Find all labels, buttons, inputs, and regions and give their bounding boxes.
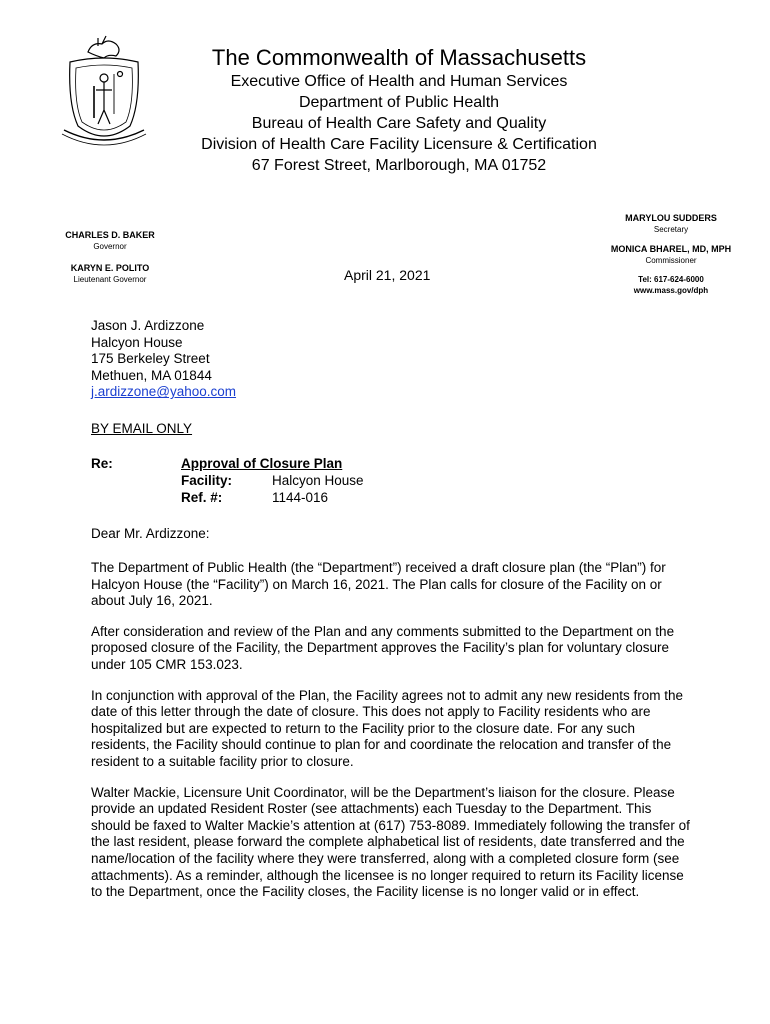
re-subject: Approval of Closure Plan: [181, 456, 343, 471]
recipient-city: Methuen, MA 01844: [91, 367, 212, 383]
official-title: Commissioner: [645, 256, 697, 265]
official-title: Lieutenant Governor: [73, 275, 147, 284]
official-title: Governor: [93, 242, 127, 251]
official-name: MARYLOU SUDDERS: [625, 213, 717, 223]
left-officials: [40, 229, 180, 285]
letterhead-line: 67 Forest Street, Marlborough, MA 01752: [251, 157, 547, 174]
official-name: CHARLES D. BAKER: [65, 230, 155, 240]
contact-tel: Tel: 617-624-6000: [638, 275, 704, 284]
recipient-street: 175 Berkeley Street: [91, 351, 210, 367]
re-facility-value: Halcyon House: [272, 473, 364, 488]
re-facility-label: Facility:: [181, 473, 233, 488]
official-name: MONICA BHAREL, MD, MPH: [610, 244, 732, 254]
re-subject-row: [181, 456, 342, 473]
body-paragraph: The Department of Public Health (the “Department”) received a draft closure plan (the “Plan”) for Halcyon House (the “Facility”) on March 16, 2021. The Plan calls for closure of the Facility on or about July 16, 2021.: [91, 560, 666, 609]
right-officials: [596, 212, 746, 296]
letterhead: [150, 44, 648, 176]
salutation: Dear Mr. Ardizzone:: [91, 526, 210, 541]
re-label: Re:: [91, 456, 113, 471]
letterhead-line: Division of Health Care Facility Licensure & Certification: [201, 136, 597, 153]
recipient-email-link[interactable]: j.ardizzone@yahoo.com: [91, 384, 237, 400]
body-paragraph: Walter Mackie, Licensure Unit Coordinator, will be the Department’s liaison for the closure. Please provide an updated Resident Roster (see attachments) each Tuesday to the Department. This should be faxed to Walter Mackie’s attention at (617) 753-8089. Immediately following the transfer of the last resident, please forward the complete alphabetical list of residents, date transferred and the name/location of the facility where they were transferred, along with a completed closure form (see attachments). As a reminder, although the licensee is no longer required to return its Facility license to the Department, once the Facility closes, the Facility license is no longer valid or in effect.: [91, 784, 690, 900]
letter-date: April 21, 2021: [344, 267, 431, 283]
letter-body: [91, 560, 691, 915]
massachusetts-seal-logo: [58, 34, 150, 146]
body-paragraph: In conjunction with approval of the Plan, the Facility agrees not to admit any new residents from the date of this letter through the date of closure. This does not apply to Facility residents who are hospitalized but are expected to return to the Facility prior to the closure date. For any such residents, the Facility should continue to plan for and coordinate the relocation and transfer of the resident to a suitable facility prior to closure.: [91, 687, 684, 769]
recipient-name: Jason J. Ardizzone: [91, 318, 205, 333]
body-paragraph: After consideration and review of the Plan and any comments submitted to the Department on the proposed closure of the Facility, the Department approves the Facility’s plan for voluntary closure under 105 CMR 153.023.: [91, 623, 675, 672]
letterhead-line: Executive Office of Health and Human Services: [230, 73, 568, 90]
letterhead-line: Bureau of Health Care Safety and Quality: [251, 115, 547, 132]
letterhead-line: Department of Public Health: [298, 94, 500, 111]
contact-web: www.mass.gov/dph: [633, 286, 709, 295]
letterhead-title: The Commonwealth of Massachusetts: [211, 45, 587, 70]
re-ref-row: [181, 490, 328, 507]
official-title: Secretary: [653, 225, 689, 234]
official-name: KARYN E. POLITO: [70, 263, 150, 273]
delivery-method: BY EMAIL ONLY: [91, 421, 193, 436]
re-ref-label: Ref. #:: [181, 490, 223, 505]
recipient-org: Halcyon House: [91, 334, 183, 350]
recipient-address: [91, 318, 691, 401]
re-ref-value: 1144-016: [272, 490, 329, 505]
re-facility-row: [181, 473, 364, 490]
